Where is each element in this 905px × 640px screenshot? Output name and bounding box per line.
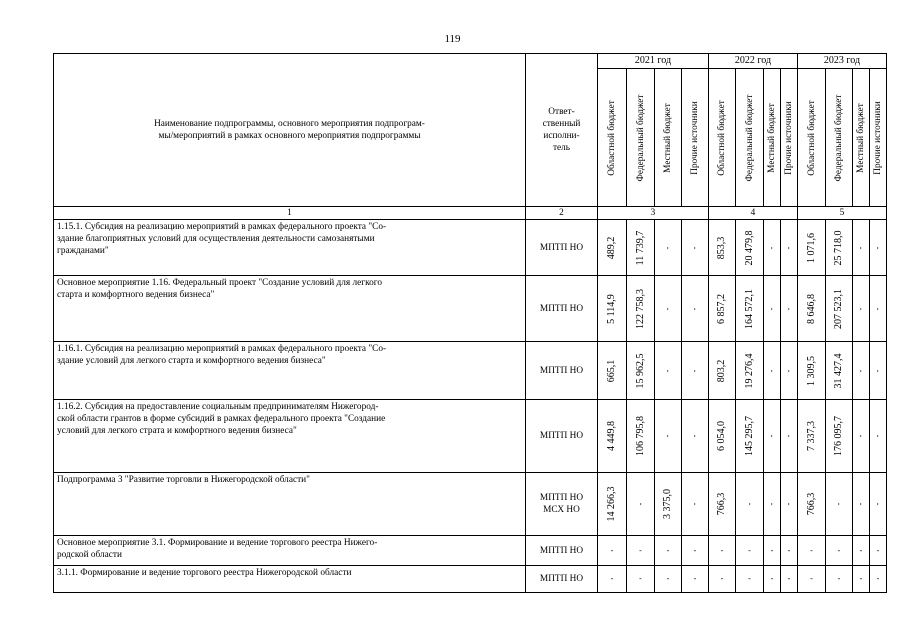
year-header-2023: 2023 год: [798, 54, 887, 69]
source-header-cell: [826, 69, 853, 207]
row-executor-line: МСХ НО: [543, 505, 580, 515]
value-cell: [709, 536, 736, 566]
row-name-cell: [54, 566, 526, 593]
value-cell: [798, 473, 826, 536]
value-cell: [682, 220, 709, 276]
value-cell: [853, 536, 870, 566]
value-cell: [853, 220, 870, 276]
value-cell: [627, 400, 655, 473]
row-executor-cell: [526, 276, 598, 342]
row-executor-line: МПТП НО: [539, 431, 584, 441]
value-cell: [655, 220, 682, 276]
value-cell: [655, 276, 682, 342]
value-cell: [682, 400, 709, 473]
table-row: [54, 400, 887, 473]
row-name-line: 1.16.2. Субсидия на предоставление социальным предпринимателям Нижегород-: [57, 402, 379, 412]
source-header-cell: [870, 69, 887, 207]
source-header-label: Прочие источники: [873, 100, 883, 175]
empty-value-dash: -: [639, 574, 642, 583]
header-executor-line: Ответ-: [548, 107, 575, 117]
value-cell: [709, 566, 736, 593]
value-cell: [853, 342, 870, 400]
header-name-line: мы/мероприятий в рамках основного мероприятия подпрограммы: [158, 131, 421, 141]
empty-value-dash: -: [784, 369, 793, 372]
row-name-line: ской области грантов в форме субсидий в рамках федерального проекта "Создание: [57, 414, 386, 424]
budget-value: 4 449,8: [606, 421, 617, 451]
source-header-cell: [764, 69, 781, 207]
budget-value: 1 309,5: [805, 355, 817, 386]
value-cell: [798, 276, 826, 342]
value-cell: [709, 400, 736, 473]
budget-value: 25 718,0: [833, 230, 844, 265]
value-cell: [598, 220, 627, 276]
value-cell: [709, 276, 736, 342]
empty-value-dash: -: [873, 307, 882, 310]
value-cell: [736, 536, 764, 566]
value-cell: [781, 220, 798, 276]
empty-value-dash: -: [767, 246, 776, 249]
row-name-cell: [54, 536, 526, 566]
source-header-label: Федеральный бюджет: [744, 94, 755, 181]
empty-value-dash: -: [639, 545, 642, 555]
empty-value-dash: -: [748, 545, 751, 555]
empty-value-dash: -: [690, 246, 699, 249]
budget-value: 489,2: [606, 236, 617, 259]
value-cell: [598, 566, 627, 593]
value-cell: [764, 276, 781, 342]
source-header-cell: [682, 69, 709, 207]
empty-value-dash: -: [693, 545, 697, 555]
value-cell: [781, 276, 798, 342]
empty-value-dash: -: [876, 574, 880, 583]
value-cell: [798, 220, 826, 276]
budget-value: 106 795,8: [634, 416, 646, 456]
value-cell: [655, 342, 682, 400]
budget-value: 7 337,3: [805, 421, 817, 451]
source-header-label: Местный бюджет: [663, 102, 673, 173]
budget-value: 766,3: [805, 492, 817, 516]
empty-value-dash: -: [666, 545, 670, 555]
row-executor-line: МПТП НО: [539, 493, 584, 503]
table-row: [54, 473, 887, 536]
empty-value-dash: -: [767, 434, 776, 438]
value-cell: [736, 566, 764, 593]
row-executor-cell: [526, 220, 598, 276]
row-executor-cell: [526, 536, 598, 566]
empty-value-dash: -: [666, 574, 670, 583]
value-cell: [655, 473, 682, 536]
value-cell: [709, 473, 736, 536]
empty-value-dash: -: [767, 502, 776, 506]
empty-value-dash: -: [810, 545, 813, 555]
empty-value-dash: -: [856, 502, 865, 506]
source-header-label: Областной бюджет: [607, 99, 617, 176]
value-cell: [655, 566, 682, 593]
value-cell: [709, 342, 736, 400]
value-cell: [736, 473, 764, 536]
value-cell: [781, 342, 798, 400]
row-executor-line: МПТП НО: [539, 545, 584, 556]
value-cell: [764, 566, 781, 593]
value-cell: [781, 473, 798, 536]
value-cell: [598, 400, 627, 473]
empty-value-dash: -: [690, 307, 699, 310]
page-number: 119: [444, 33, 461, 45]
value-cell: [764, 400, 781, 473]
source-header-cell: [709, 69, 736, 207]
empty-value-dash: -: [663, 369, 672, 372]
source-header-cell: [655, 69, 682, 207]
value-cell: [781, 566, 798, 593]
empty-value-dash: -: [744, 502, 754, 506]
budget-value: 11 739,7: [634, 230, 646, 265]
value-cell: [870, 400, 887, 473]
budget-value: 14 266,3: [606, 486, 617, 522]
value-cell: [736, 220, 764, 276]
value-cell: [826, 566, 853, 593]
budget-value: 145 295,7: [743, 416, 755, 456]
value-cell: [764, 342, 781, 400]
year-header-2022: 2022 год: [709, 54, 798, 69]
header-name-line: Наименование подпрограммы, основного мероприятия подпрограм-: [154, 119, 425, 129]
empty-value-dash: -: [856, 369, 865, 372]
value-cell: [764, 473, 781, 536]
row-name-line: Подпрограмма 3 "Развитие торговли в Нижегородской области": [57, 475, 310, 485]
empty-value-dash: -: [720, 545, 724, 555]
budget-value: 803,2: [716, 359, 727, 382]
empty-value-dash: -: [663, 307, 672, 310]
value-cell: [870, 342, 887, 400]
value-cell: [682, 342, 709, 400]
value-cell: [627, 342, 655, 400]
empty-value-dash: -: [770, 574, 774, 583]
year-header-2021: 2021 год: [598, 54, 709, 69]
source-header-cell: [598, 69, 627, 207]
row-name-line: 1.16.1. Субсидия на реализацию мероприятий в рамках федерального проекта "Со-: [57, 344, 387, 354]
budget-value: 207 523,1: [833, 288, 844, 329]
value-cell: [655, 536, 682, 566]
column-number: 5: [798, 207, 887, 220]
budget-value: 1 071,6: [805, 232, 817, 263]
source-header-label: Федеральный бюджет: [635, 94, 646, 181]
budget-value: 122 758,3: [634, 288, 646, 329]
header-executor-line: исполни-: [543, 131, 580, 141]
value-cell: [627, 536, 655, 566]
budget-value: 3 375,0: [662, 489, 673, 519]
empty-value-dash: -: [837, 545, 841, 555]
source-header-cell: [736, 69, 764, 207]
value-cell: [826, 220, 853, 276]
budget-value: 8 646,8: [805, 293, 817, 324]
value-cell: [781, 536, 798, 566]
value-cell: [870, 220, 887, 276]
value-cell: [655, 400, 682, 473]
budget-value: 665,1: [606, 359, 617, 382]
column-number: 4: [709, 207, 798, 220]
budget-value: 164 572,1: [743, 288, 755, 329]
empty-value-dash: -: [635, 502, 645, 506]
row-name-line: здание благоприятных условий для осуществления деятельности самозанятыми: [57, 234, 375, 244]
empty-value-dash: -: [770, 545, 774, 555]
empty-value-dash: -: [690, 369, 699, 372]
empty-value-dash: -: [856, 307, 865, 310]
empty-value-dash: -: [784, 434, 793, 438]
table-row: [54, 536, 887, 566]
source-header-label: Федеральный бюджет: [834, 94, 844, 181]
value-cell: [764, 220, 781, 276]
source-header-cell: [627, 69, 655, 207]
budget-table: [53, 53, 887, 593]
value-cell: [598, 342, 627, 400]
budget-value: 31 427,4: [833, 353, 844, 388]
value-cell: [826, 342, 853, 400]
value-cell: [736, 276, 764, 342]
row-name-cell: [54, 220, 526, 276]
row-name-line: 3.1.1. Формирование и ведение торгового реестра Нижегородской области: [57, 568, 352, 578]
value-cell: [627, 276, 655, 342]
value-cell: [853, 276, 870, 342]
source-header-label: Прочие источники: [784, 100, 794, 175]
row-name-line: 1.15.1. Субсидия на реализацию мероприятий в рамках федерального проекта "Со-: [57, 222, 387, 232]
header-executor-line: ственный: [542, 119, 581, 129]
table-row: [54, 276, 887, 342]
row-name-cell: [54, 473, 526, 536]
empty-value-dash: -: [610, 574, 614, 583]
value-cell: [853, 473, 870, 536]
value-cell: [736, 342, 764, 400]
row-executor-cell: [526, 566, 598, 593]
empty-value-dash: -: [767, 369, 776, 372]
value-cell: [627, 220, 655, 276]
source-header-cell: [781, 69, 798, 207]
row-name-line: здание условий для легкого старта и комфортного ведения бизнеса": [57, 356, 326, 366]
budget-value: 853,3: [716, 236, 727, 259]
value-cell: [682, 566, 709, 593]
budget-value: 19 276,4: [743, 353, 755, 388]
row-executor-cell: [526, 400, 598, 473]
header-executor-cell: [526, 54, 598, 207]
empty-value-dash: -: [784, 307, 793, 310]
empty-value-dash: -: [856, 434, 865, 438]
column-number: 1: [54, 207, 526, 220]
value-cell: [798, 400, 826, 473]
value-cell: [598, 473, 627, 536]
empty-value-dash: -: [663, 246, 672, 249]
value-cell: [682, 276, 709, 342]
budget-value: 766,3: [716, 492, 727, 516]
empty-value-dash: -: [873, 246, 882, 249]
value-cell: [709, 220, 736, 276]
empty-value-dash: -: [720, 574, 724, 583]
row-name-line: Основное мероприятие 3.1. Формирование и ведение торгового реестра Нижего-: [57, 538, 378, 548]
value-cell: [798, 566, 826, 593]
value-cell: [598, 276, 627, 342]
header-executor-line: тель: [552, 143, 571, 153]
empty-value-dash: -: [873, 434, 882, 438]
value-cell: [870, 276, 887, 342]
empty-value-dash: -: [859, 574, 863, 583]
row-executor-cell: [526, 473, 598, 536]
row-executor-line: МПТП НО: [539, 242, 584, 253]
empty-value-dash: -: [834, 502, 843, 506]
value-cell: [826, 400, 853, 473]
budget-value: 15 962,5: [634, 353, 646, 388]
source-header-label: Областной бюджет: [806, 99, 817, 176]
row-executor-line: МПТП НО: [539, 365, 584, 376]
empty-value-dash: -: [663, 434, 672, 438]
row-executor-line: МПТП НО: [539, 303, 584, 314]
empty-value-dash: -: [693, 574, 697, 583]
value-cell: [798, 342, 826, 400]
source-header-label: Прочие источники: [690, 100, 700, 175]
value-cell: [853, 400, 870, 473]
budget-value: 176 095,7: [833, 416, 844, 456]
row-name-line: условий для легкого страта и комфортного ведения бизнеса": [57, 426, 297, 436]
empty-value-dash: -: [690, 434, 699, 438]
table-row: [54, 342, 887, 400]
row-executor-line: МПТП НО: [539, 574, 584, 584]
table-row: [54, 566, 887, 593]
value-cell: [870, 536, 887, 566]
empty-value-dash: -: [876, 545, 880, 555]
empty-value-dash: -: [784, 246, 793, 249]
row-name-line: родской области: [57, 550, 122, 560]
empty-value-dash: -: [784, 502, 793, 506]
value-cell: [736, 400, 764, 473]
table-row: [54, 220, 887, 276]
value-cell: [870, 566, 887, 593]
budget-value: 5 114,9: [606, 293, 617, 324]
value-cell: [598, 536, 627, 566]
value-cell: [826, 276, 853, 342]
value-cell: [781, 400, 798, 473]
row-name-line: гражданами": [57, 246, 109, 256]
value-cell: [682, 473, 709, 536]
header-name-cell: [54, 54, 526, 207]
empty-value-dash: -: [837, 574, 841, 583]
source-header-label: Местный бюджет: [767, 102, 777, 173]
row-executor-cell: [526, 342, 598, 400]
value-cell: [627, 566, 655, 593]
source-header-cell: [798, 69, 826, 207]
budget-value: 6 054,0: [716, 421, 727, 451]
row-name-line: Основное мероприятие 1.16. Федеральный проект "Создание условий для легкого: [57, 278, 382, 288]
source-header-cell: [853, 69, 870, 207]
value-cell: [826, 536, 853, 566]
empty-value-dash: -: [690, 502, 699, 506]
value-cell: [798, 536, 826, 566]
empty-value-dash: -: [873, 369, 882, 372]
empty-value-dash: -: [787, 574, 791, 583]
value-cell: [870, 473, 887, 536]
empty-value-dash: -: [748, 574, 751, 583]
value-cell: [627, 473, 655, 536]
value-cell: [853, 566, 870, 593]
empty-value-dash: -: [767, 307, 776, 310]
value-cell: [682, 536, 709, 566]
column-number: 2: [526, 207, 598, 220]
budget-value: 6 857,2: [716, 293, 727, 324]
row-name-cell: [54, 400, 526, 473]
source-header-label: Местный бюджет: [856, 102, 866, 173]
column-number: 3: [598, 207, 709, 220]
budget-value: 20 479,8: [743, 230, 755, 265]
empty-value-dash: -: [810, 574, 813, 583]
empty-value-dash: -: [787, 545, 791, 555]
source-header-label: Областной бюджет: [717, 99, 727, 176]
row-name-line: старта и комфортного ведения бизнеса": [57, 290, 215, 300]
empty-value-dash: -: [873, 502, 882, 506]
empty-value-dash: -: [859, 545, 863, 555]
empty-value-dash: -: [610, 545, 614, 555]
row-name-cell: [54, 342, 526, 400]
empty-value-dash: -: [856, 246, 865, 249]
value-cell: [826, 473, 853, 536]
value-cell: [764, 536, 781, 566]
row-name-cell: [54, 276, 526, 342]
